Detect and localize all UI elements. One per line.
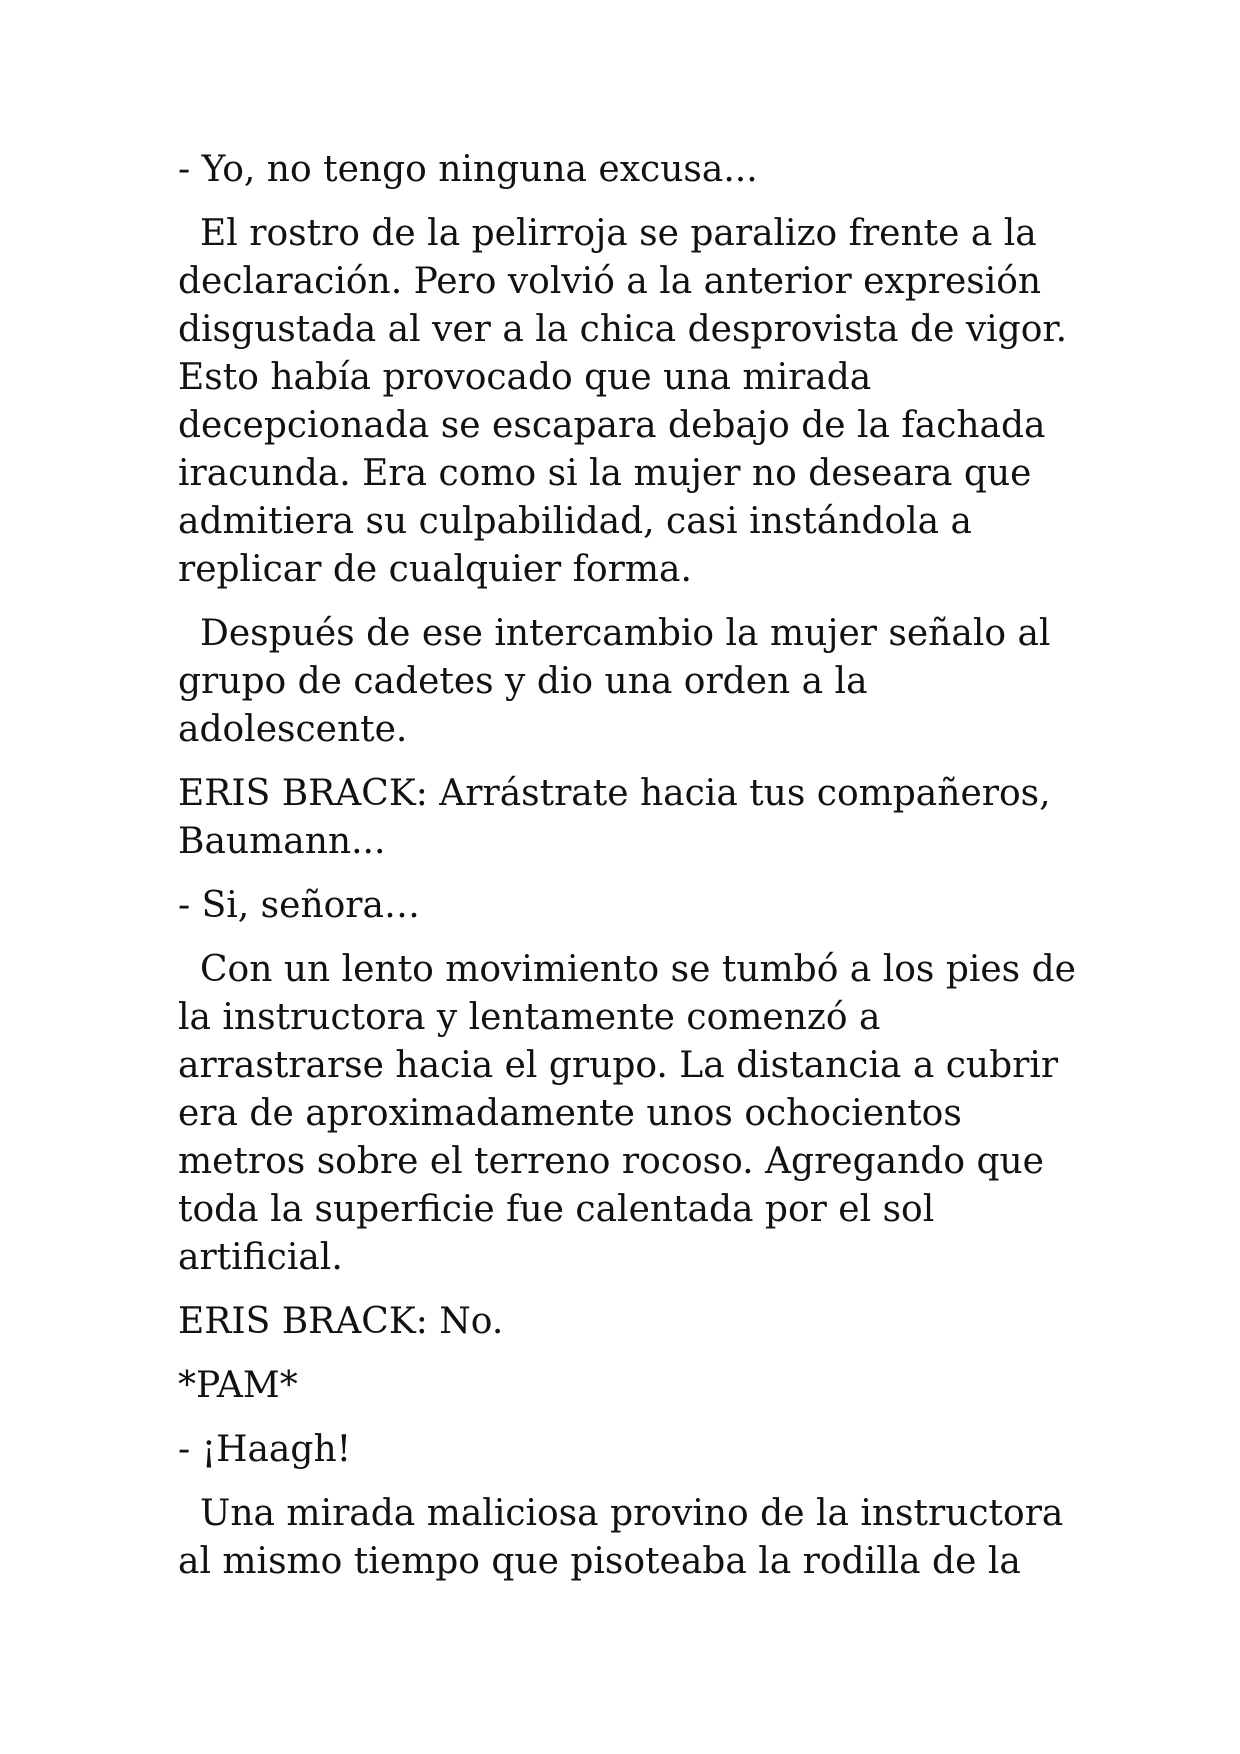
paragraph-sound-effect: *PAM* (178, 1365, 298, 1406)
paragraph-narration: Con un lento movimiento se tumbó a los pies de la instructora y lentamente comenzó a arrastrarse hacia el grupo. La distancia a cubrir era de aproximadamente unos ochocientos metros sobre el terreno rocoso. Agregando que toda la superficie fue calentada por el sol artificial. (178, 949, 1076, 1278)
paragraph-dialogue: ERIS BRACK: No. (178, 1301, 504, 1342)
paragraph-dialogue: ERIS BRACK: Arrástrate hacia tus compañeros, Baumann... (178, 773, 1051, 862)
paragraph-narration: El rostro de la pelirroja se paralizo frente a la declaración. Pero volvió a la anterior expresión disgustada al ver a la chica desprovista de vigor. Esto había provocado que una mirada decepcionada se escapara debajo de la fachada iracunda. Era como si la mujer no deseara que admitiera su culpabilidad, casi instándola a replicar de cualquier forma. (178, 213, 1068, 590)
document-page (178, 146, 1078, 1602)
paragraph-narration: Una mirada maliciosa provino de la instructora al mismo tiempo que pisoteaba la rodilla de la (178, 1493, 1064, 1582)
paragraph-dialogue: - Yo, no tengo ninguna excusa... (178, 149, 758, 190)
paragraph-dialogue: - ¡Haagh! (178, 1429, 352, 1470)
paragraph-dialogue: - Si, señora… (178, 885, 420, 926)
paragraph-narration: Después de ese intercambio la mujer señalo al grupo de cadetes y dio una orden a la adolescente. (178, 613, 1051, 750)
